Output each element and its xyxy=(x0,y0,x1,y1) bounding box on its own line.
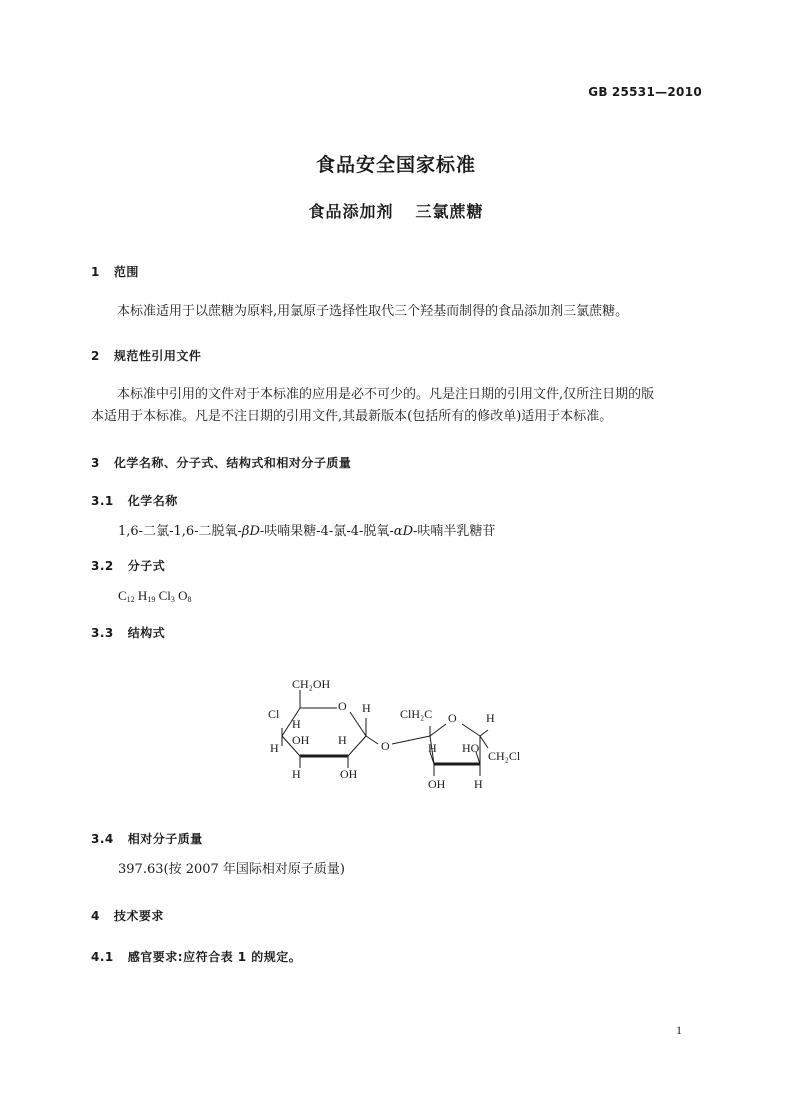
bond xyxy=(350,712,366,736)
subtitle-part-1: 食品添加剂 xyxy=(308,202,394,221)
chemical-name-d: D xyxy=(402,524,413,539)
section-title: 化学名称 xyxy=(127,494,178,508)
label-h: H xyxy=(292,767,301,781)
section-title: 规范性引用文件 xyxy=(113,349,202,363)
section-2-body xyxy=(91,384,711,428)
section-number: 3.2 xyxy=(91,559,114,573)
document-subtitle xyxy=(0,199,792,222)
section-2-line-2: 本适用于本标准。凡是不注日期的引用文件,其最新版本(包括所有的修改单)适用于本标准。 xyxy=(91,409,613,424)
section-2-heading xyxy=(91,347,201,364)
label-ch2oh: CH₂OH xyxy=(292,677,331,691)
section-number: 1 xyxy=(91,265,100,279)
section-number: 3 xyxy=(91,456,100,470)
section-title: 分子式 xyxy=(127,559,166,573)
section-4-heading xyxy=(91,907,164,924)
label-oh: OH xyxy=(428,777,446,791)
bond xyxy=(480,730,488,736)
chemical-name-beta: β xyxy=(241,524,250,539)
label-ho: HO xyxy=(462,741,480,755)
label-clh2c: ClH₂C xyxy=(400,707,433,721)
molecular-weight: 397.63(按 2007 年国际相对原子质量) xyxy=(118,862,345,877)
label-h: H xyxy=(292,717,301,731)
document-title: 食品安全国家标准 xyxy=(315,154,476,176)
label-anomeric-h: H xyxy=(362,701,371,715)
bond xyxy=(430,724,446,736)
formula-element: O xyxy=(178,588,188,603)
label-ch2cl: CH₂Cl xyxy=(488,749,521,763)
label-h: H xyxy=(270,741,279,755)
formula-count: 12 xyxy=(126,595,135,604)
subtitle-part-2: 三氯蔗糖 xyxy=(415,202,484,221)
section-title: 技术要求 xyxy=(113,909,164,923)
standard-code: 25531—2010 xyxy=(611,85,702,99)
chemical-name-alpha: α xyxy=(393,524,403,539)
formula-count: 8 xyxy=(187,595,192,604)
label-cl: Cl xyxy=(268,707,280,721)
label-ring-oxygen: O xyxy=(338,699,347,713)
section-3-heading xyxy=(91,454,351,471)
label-glycosidic-oxygen: O xyxy=(381,739,390,753)
chemical-name-part: -呋喃果糖-4-氯-4-脱氧- xyxy=(259,524,394,539)
section-1-body: 本标准适用于以蔗糖为原料,用氯原子选择性取代三个羟基而制得的食品添加剂三氯蔗糖。 xyxy=(117,304,629,319)
formula-element: C xyxy=(118,588,127,603)
section-3-4-heading xyxy=(91,830,203,847)
formula-element: H xyxy=(137,588,148,603)
section-4-1-heading xyxy=(91,948,301,965)
section-3-1-heading xyxy=(91,492,178,509)
chemical-name-part: 1,6-二氯-1,6-二脱氧- xyxy=(118,524,242,539)
label-ring-oxygen: O xyxy=(448,711,457,725)
section-number: 4 xyxy=(91,909,100,923)
bond-lines xyxy=(282,690,488,776)
section-title: 感官要求:应符合表 1 的规定。 xyxy=(127,950,302,964)
label-h: H xyxy=(486,711,495,725)
section-number: 3.1 xyxy=(91,494,114,508)
chemical-name-part: -呋喃半乳糖苷 xyxy=(413,524,496,539)
label-h: H xyxy=(428,741,437,755)
section-title: 结构式 xyxy=(127,626,166,640)
label-h: H xyxy=(474,777,483,791)
structural-formula xyxy=(262,672,532,797)
section-2-line-1: 本标准中引用的文件对于本标准的应用是必不可少的。凡是注日期的引用文件,仅所注日期的版 xyxy=(117,387,655,402)
gb-code: GB xyxy=(588,85,608,99)
section-title: 相对分子质量 xyxy=(127,832,203,846)
formula-count: 3 xyxy=(170,595,175,604)
label-oh: OH xyxy=(292,733,310,747)
bond xyxy=(392,736,430,744)
section-number: 3.3 xyxy=(91,626,114,640)
section-3-2-heading xyxy=(91,557,165,574)
section-3-3-heading xyxy=(91,624,165,641)
section-title: 范围 xyxy=(113,265,139,279)
molecular-formula xyxy=(118,588,192,604)
section-title: 化学名称、分子式、结构式和相对分子质量 xyxy=(113,456,352,470)
bond xyxy=(480,736,488,748)
chemical-name-d: D xyxy=(249,524,260,539)
page-number: 1 xyxy=(676,1023,682,1037)
section-number: 2 xyxy=(91,349,100,363)
label-h: H xyxy=(338,733,347,747)
formula-count: 19 xyxy=(147,595,156,604)
label-oh: OH xyxy=(340,767,358,781)
bond xyxy=(462,724,480,736)
bond xyxy=(366,736,378,744)
bond xyxy=(348,736,366,756)
section-number: 4.1 xyxy=(91,950,114,964)
standard-number xyxy=(588,85,702,99)
section-number: 3.4 xyxy=(91,832,114,846)
formula-element: Cl xyxy=(158,588,171,603)
section-1-heading xyxy=(91,263,139,280)
chemical-name xyxy=(118,521,495,543)
